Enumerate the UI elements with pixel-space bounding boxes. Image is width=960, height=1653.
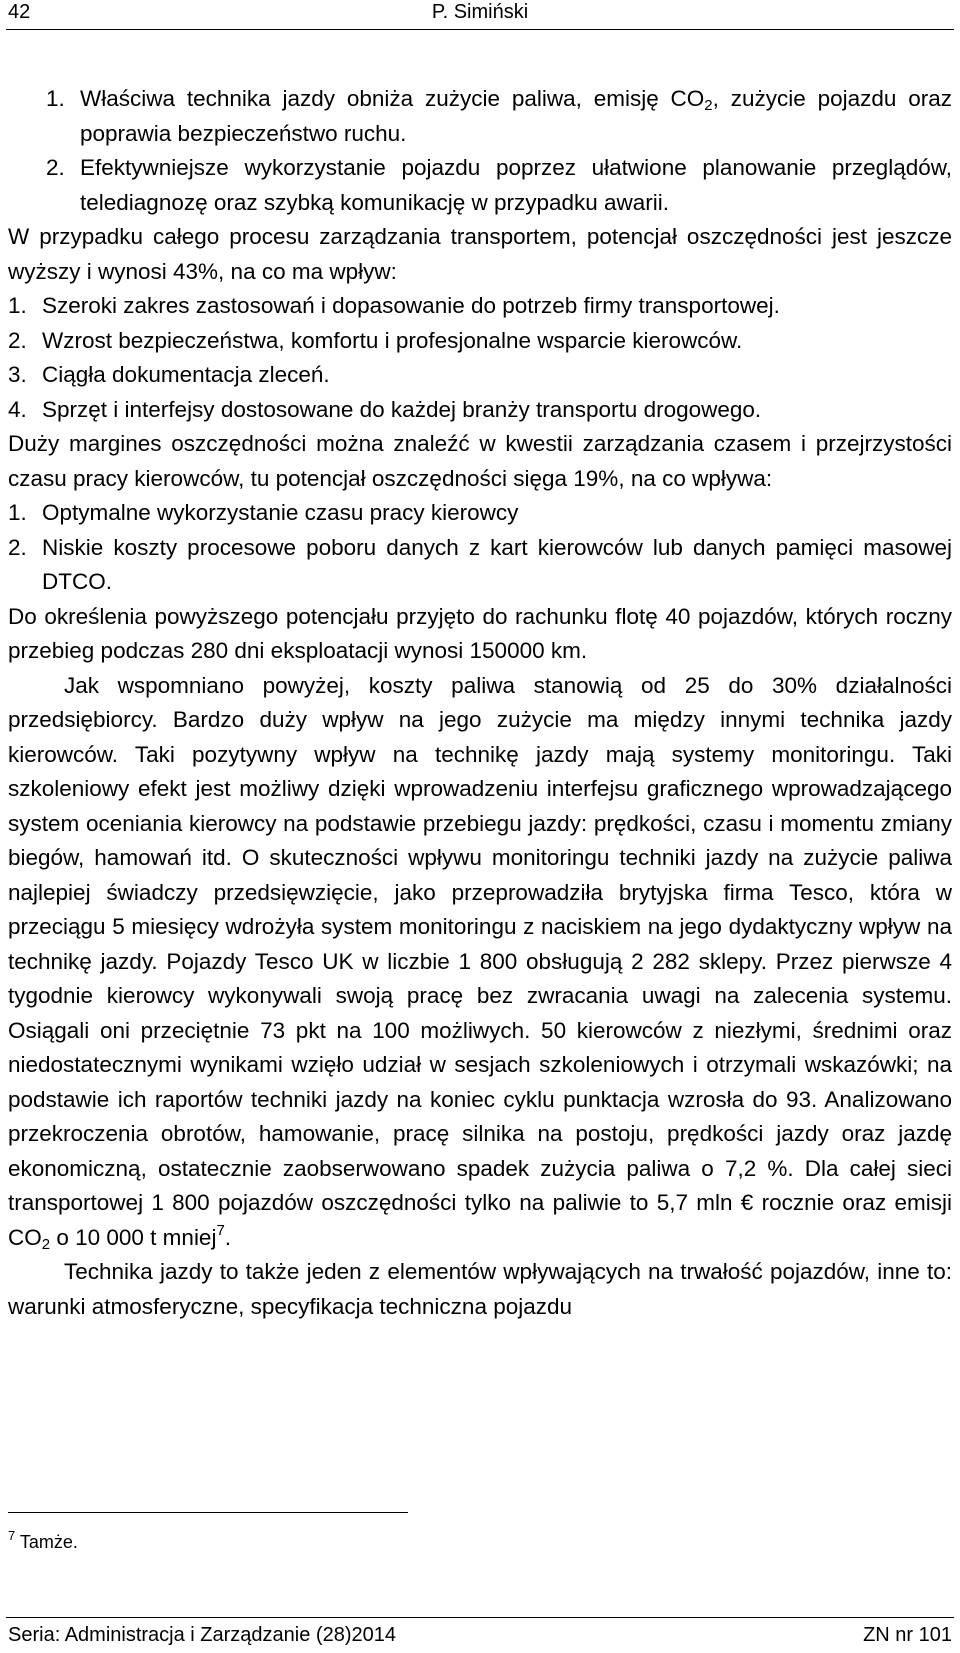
benefits-list xyxy=(8,82,952,220)
list-item: 2. Wzrost bezpieczeństwa, komfortu i profesjonalne wsparcie kierowców. xyxy=(8,327,743,353)
transport-list xyxy=(8,289,952,427)
list-item: 3. Ciągła dokumentacja zleceń. xyxy=(8,362,330,387)
list-item: 2. Efektywniejsze wykorzystanie pojazdu poprzez ułatwione planowanie przeglądów, telediagnozę oraz szybką komunikację w przypadku awarii. xyxy=(46,155,952,215)
footnote: $^7$ Tamże. xyxy=(8,1528,78,1552)
list-item: 1. Optymalne wykorzystanie czasu pracy kierowcy xyxy=(8,500,519,525)
main-text xyxy=(8,82,952,1324)
time-list xyxy=(8,496,952,600)
paragraph: Do określenia powyższego potencjału przyjęto do rachunku flotę 40 pojazdów, których roczny przebieg podczas 280 dni eksploatacji wynosi 150000 km. xyxy=(8,603,952,663)
footnote-ref: 7 xyxy=(216,1221,225,1239)
series-label: Seria: Administracja i Zarządzanie (28)2014 xyxy=(8,1624,396,1646)
paragraph: W przypadku całego procesu zarządzania transportem, potencjał oszczędności jest jeszcze wyższy i wynosi 43%, na co ma wpływ: xyxy=(8,224,952,284)
list-item: 2. Niskie koszty procesowe poboru danych z kart kierowców lub danych pamięci masowej DTCO. xyxy=(8,534,952,594)
list-item: 1. Właściwa technika jazdy obniża zużycie paliwa, emisję $CO_2$, zużycie pojazdu oraz poprawia bezpieczeństwo ruchu. xyxy=(46,86,952,146)
paragraph: Technika jazdy to także jeden z elementów wpływających na trwałość pojazdów, inne to: warunki atmosferyczne, specyfikacja techniczna pojazdu xyxy=(8,1259,952,1319)
paragraph: Duży margines oszczędności można znaleźć w kwestii zarządzania czasem i przejrzystości czasu pracy kierowców, tu potencjał oszczędności sięga 19%, na co wpływa: xyxy=(8,431,952,491)
page-number: 42 xyxy=(8,1,31,23)
list-item: 4. Sprzęt i interfejsy dostosowane do każdej branży transportu drogowego. xyxy=(8,396,762,422)
header-rule xyxy=(6,29,954,30)
list-item: 1. Szeroki zakres zastosowań i dopasowanie do potrzeb firmy transportowej. xyxy=(8,293,780,318)
footnote-rule xyxy=(8,1512,408,1513)
running-author: P. Simiński xyxy=(431,1,529,23)
page-header xyxy=(0,0,960,30)
paragraph: Jak wspomniano powyżej, koszty paliwa stanowią od 25 do 30% działalności przedsiębiorcy. Bardzo duży wpływ na jego zużycie ma między innymi technika jazdy kierowców. Taki pozytywny wpływ na technikę jazdy mają systemy monitoringu. Taki szkoleniowy efekt jest możliwy dzięki wprowadzeniu interfejsu graficznego wprowadzającego system oceniania kierowcy na podstawie przebiegu jazdy: prędkości, czasu i momentu zmiany biegów, hamowań itd. O skuteczności wpływu monitoringu techniki jazdy na zużycie paliwa najlepiej świadczy przedsięwzięcie, jako przeprowadziła brytyjska firma Tesco, która w przeciągu 5 miesięcy wdrożyła system monitoringu z naciskiem na jego dydaktyczny wpływ na technikę jazdy. Pojazdy Tesco UK w liczbie 1 800 obsługują 2 282 sklepy. Przez pierwsze 4 tygodnie kierowcy wykonywali swoją pracę bez zwracania uwagi na zalecenia systemu. Osiągali oni przeciętnie 73 pkt na 100 możliwych. 50 kierowców z niezłymi, średnimi oraz niedostatecznymi wynikami wzięło udział w sesjach szkoleniowych i otrzymali wskazówki; na podstawie ich raportów techniki jazdy na koniec cyklu punktacja wzrosła do 93. Analizowano przekroczenia obrotów, hamowanie, pracę silnika na postoju, prędkości jazdy oraz jazdę ekonomiczną, ostatecznie zaobserwowano spadek zużycia paliwa o 7,2 %. Dla całej sieci transportowej 1 800 pojazdów oszczędności tylko na paliwie to 5,7 mln € rocznie oraz emisji $CO_2$ o 10 000 t mniej$^7$. xyxy=(8,672,952,1253)
issue-label: ZN nr 101 xyxy=(863,1624,952,1646)
footer-rule xyxy=(6,1617,954,1618)
